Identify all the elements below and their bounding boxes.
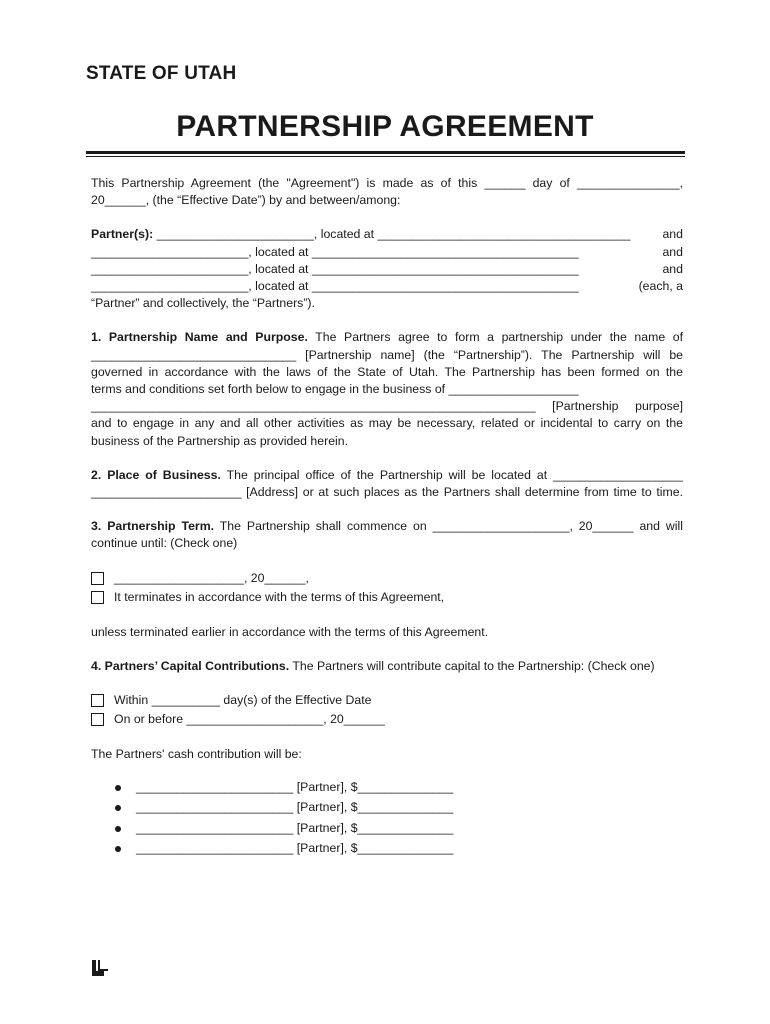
partners-label: Partner(s): <box>91 227 154 242</box>
section-2-heading: 2. Place of Business. <box>91 467 221 482</box>
partners-line-2 <box>91 244 683 261</box>
cash-contribution-intro: The Partners' cash contribution will be: <box>91 747 302 762</box>
section-1-line-6: and to engage in any and all other activities as may be necessary, related or incidental to carry on the <box>91 416 683 431</box>
partners-line-3-end: and <box>662 261 683 276</box>
bullet-icon <box>115 846 121 852</box>
section-3-line-2: continue until: (Check one) <box>91 536 238 551</box>
partners-line-3-text: _______________________, located at _______________________________________ <box>91 261 579 276</box>
intro-line-2: 20______, (the “Effective Date”) by and between/among: <box>91 193 401 208</box>
cash-contribution-line: _______________________ [Partner], $______________ <box>136 800 454 815</box>
contribution-option-before[interactable] <box>91 710 683 729</box>
contribution-option-within[interactable] <box>91 691 683 710</box>
term-option-terms[interactable] <box>91 588 683 607</box>
checkbox-term-terms[interactable] <box>91 591 104 604</box>
title-rule-thin <box>86 156 685 157</box>
list-item <box>91 777 683 798</box>
checkbox-contribution-within[interactable] <box>91 694 104 707</box>
section-3-line-1-text: The Partnership shall commence on ____________________, 20______ and will <box>214 519 683 534</box>
checkbox-term-date[interactable] <box>91 572 104 585</box>
contribution-option-within-label: Within __________ day(s) of the Effective Date <box>114 692 372 707</box>
partners-line-2-text: _______________________, located at _______________________________________ <box>91 244 579 259</box>
list-item <box>91 839 683 860</box>
term-option-date-label: ___________________, 20______, <box>114 570 309 585</box>
section-4-heading: 4. Partners’ Capital Contributions. <box>91 658 290 673</box>
intro-line-1: This Partnership Agreement (the "Agreement") is made as of this ______ day of _______________, <box>91 176 683 190</box>
partners-line-4-end: (each, a <box>638 279 683 294</box>
list-item <box>91 818 683 839</box>
section-1-line-7: business of the Partnership as provided herein. <box>91 433 349 448</box>
partners-line-5: “Partner” and collectively, the “Partners”). <box>91 296 315 311</box>
title-rule-thick <box>86 151 685 154</box>
document-body <box>91 175 683 859</box>
cash-contribution-list <box>91 777 683 859</box>
section-1-heading: 1. Partnership Name and Purpose. <box>91 330 308 345</box>
state-heading: STATE OF UTAH <box>86 63 237 84</box>
section-1-line-2: ______________________________ [Partnership name] (the “Partnership”). The Partnership will be <box>91 347 683 362</box>
section-1-line-3: governed in accordance with the laws of the State of Utah. The Partnership has been formed on the <box>91 364 683 379</box>
partners-line-4 <box>91 278 683 295</box>
document-title: PARTNERSHIP AGREEMENT <box>176 110 594 143</box>
section-1-line-1-text: The Partners agree to form a partnership under the name of <box>307 330 683 345</box>
partners-line-1-end: and <box>662 227 683 242</box>
section-3-heading: 3. Partnership Term. <box>91 519 215 534</box>
contribution-option-before-label: On or before ____________________, 20______ <box>114 711 385 726</box>
cash-contribution-line: _______________________ [Partner], $______________ <box>136 779 454 794</box>
partners-line-3 <box>91 261 683 278</box>
term-option-date[interactable] <box>91 569 683 588</box>
section-2-line-1-text: The principal office of the Partnership will be located at ___________________ <box>220 467 683 482</box>
section-1-line-5: _________________________________________________________________ [Partnership purpose] <box>91 399 683 414</box>
section-4-line-1 <box>91 658 683 675</box>
section-3-after: unless terminated earlier in accordance with the terms of this Agreement. <box>91 624 489 639</box>
partners-line-2-end: and <box>662 244 683 259</box>
list-item <box>91 798 683 819</box>
bullet-icon <box>115 805 121 811</box>
section-4-lead: The Partners will contribute capital to the Partnership: (Check one) <box>289 658 655 673</box>
section-1-line-1 <box>91 329 683 346</box>
term-option-terms-label: It terminates in accordance with the terms of this Agreement, <box>114 589 445 604</box>
section-2-line-2: ______________________ [Address] or at such places as the Partners shall determine from time to time. <box>91 485 683 500</box>
bullet-icon <box>115 826 121 832</box>
checkbox-contribution-before[interactable] <box>91 713 104 726</box>
cash-contribution-line: _______________________ [Partner], $______________ <box>136 841 454 856</box>
cash-contribution-line: _______________________ [Partner], $______________ <box>136 820 454 835</box>
partners-line-4-text: _______________________, located at _______________________________________ <box>91 279 579 294</box>
section-1-line-4: terms and conditions set forth below to engage in the business of ___________________ <box>91 382 579 397</box>
bullet-icon <box>115 785 121 791</box>
partners-line-1 <box>91 226 683 243</box>
section-3-line-1 <box>91 518 683 535</box>
brand-logo-icon <box>91 960 109 976</box>
partners-line-1-text: _______________________, located at _____________________________________ <box>153 227 631 242</box>
section-2-line-1 <box>91 467 683 484</box>
